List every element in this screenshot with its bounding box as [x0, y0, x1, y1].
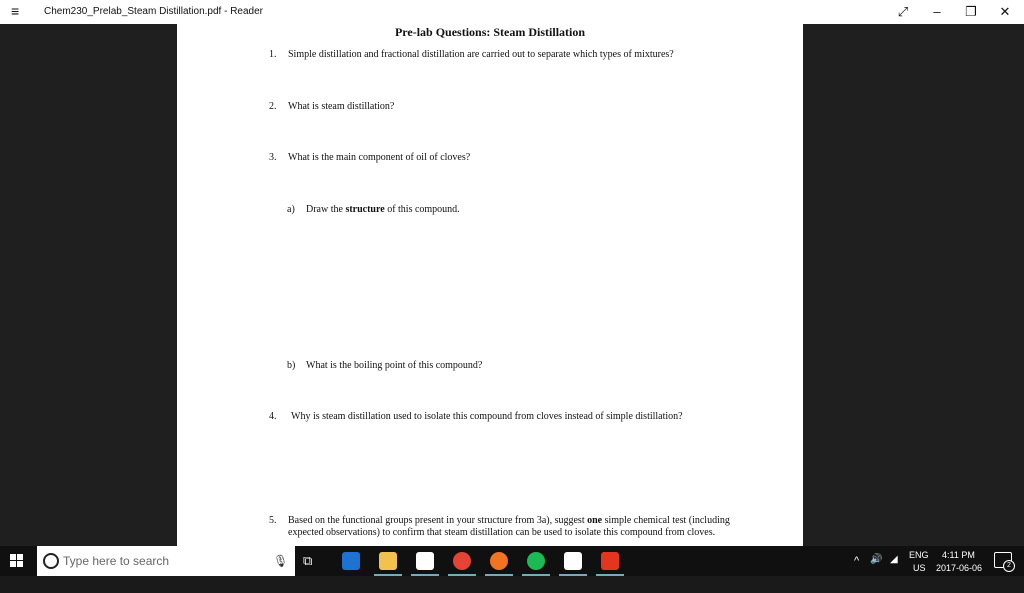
clock-time[interactable]: 4:11 PM — [942, 550, 975, 560]
notification-count: 2 — [1003, 560, 1015, 572]
hamburger-menu-icon[interactable]: ≡ — [11, 3, 20, 19]
region-label[interactable]: US — [913, 563, 926, 573]
document-viewer[interactable] — [0, 24, 1024, 546]
document-title: Pre-lab Questions: Steam Distillation — [394, 25, 586, 39]
language-label[interactable]: ENG — [909, 550, 929, 560]
taskbar-search-box[interactable] — [37, 546, 295, 576]
title-bar — [0, 0, 1024, 24]
question-text: Simple distillation and fractional distillation are carried out to separate which types of mixtures? — [288, 49, 674, 60]
question-number: 5. — [269, 515, 277, 526]
question-text: What is the main component of oil of cloves? — [288, 152, 471, 163]
reader-icon[interactable] — [596, 549, 624, 573]
question-number: 2. — [269, 101, 277, 112]
minimize-button[interactable]: – — [933, 4, 941, 19]
task-view-icon[interactable]: ⧉ — [303, 553, 313, 568]
question-number: 1. — [269, 49, 277, 60]
question-text: Based on the functional groups present in your structure from 3a), suggest one simple chemical test (including expected observations) to confirm that steam distillation can be used to isolate this compound from cloves. — [288, 515, 730, 538]
question-number: 3. — [269, 152, 277, 163]
cortana-icon — [43, 553, 59, 569]
windows-start-icon[interactable] — [10, 554, 24, 568]
store-icon[interactable] — [411, 549, 439, 573]
question-number: b) — [287, 360, 296, 371]
restore-button[interactable]: ❐ — [965, 4, 977, 19]
tray-overflow-icon[interactable]: ^ — [854, 555, 860, 567]
window-title: Chem230_Prelab_Steam Distillation.pdf - Reader — [44, 6, 264, 17]
microphone-icon[interactable]: 🎙 — [273, 554, 289, 568]
expand-icon[interactable]: ⤢ — [897, 4, 909, 19]
microsoft-edge-icon[interactable] — [337, 549, 365, 573]
wifi-icon[interactable]: ◢ — [890, 554, 898, 565]
question-number: a) — [287, 204, 295, 215]
question-text: What is the boiling point of this compound? — [306, 360, 483, 371]
question-number: 4. — [269, 411, 277, 422]
photos-icon[interactable] — [559, 549, 587, 573]
volume-icon[interactable]: 🔊 — [870, 554, 883, 565]
search-placeholder: Type here to search — [63, 554, 170, 568]
question-text: Draw the structure of this compound. — [306, 204, 460, 215]
question-text: What is steam distillation? — [288, 101, 395, 112]
firefox-icon[interactable] — [485, 549, 513, 573]
taskbar — [0, 546, 1024, 576]
spotify-icon[interactable] — [522, 549, 550, 573]
google-chrome-icon[interactable] — [448, 549, 476, 573]
clock-date[interactable]: 2017-06-06 — [936, 563, 983, 573]
close-button[interactable]: ✕ — [999, 4, 1011, 19]
pdf-page — [177, 24, 803, 546]
question-text: Why is steam distillation used to isolate this compound from cloves instead of simple distillation? — [291, 411, 683, 422]
file-explorer-icon[interactable] — [374, 549, 402, 573]
